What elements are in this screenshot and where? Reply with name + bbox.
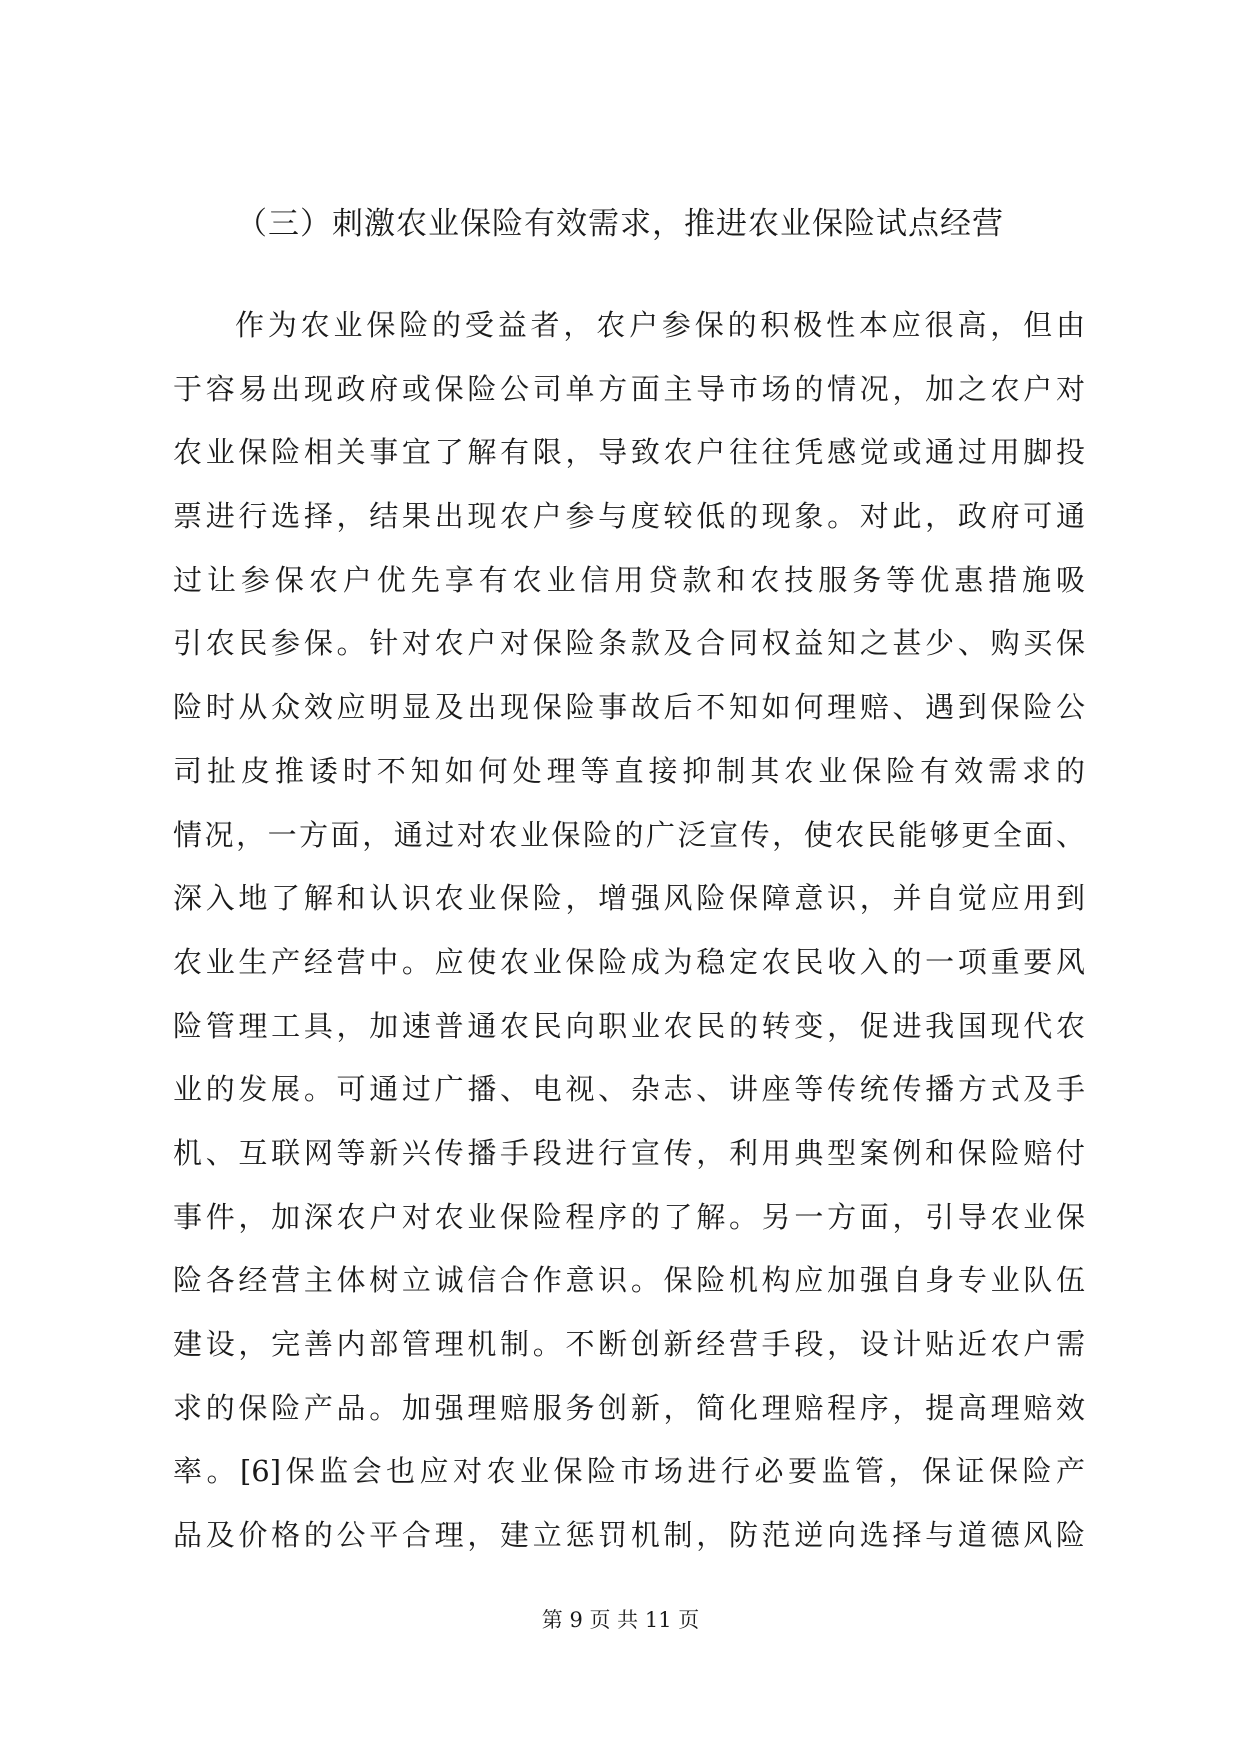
text-line: 票进行选择，结果出现农户参与度较低的现象。对此，政府可通 <box>173 499 1085 534</box>
text-line: 深入地了解和认识农业保险，增强风险保障意识，并自觉应用到 <box>173 881 1085 916</box>
text-line: 险管理工具，加速普通农民向职业农民的转变，促进我国现代农 <box>173 1008 1085 1043</box>
text-line: 事件，加深农户对农业保险程序的了解。另一方面，引导农业保 <box>173 1199 1085 1234</box>
text-line: 农业保险相关事宜了解有限，导致农户往往凭感觉或通过用脚投 <box>173 435 1085 470</box>
text-line: 于容易出现政府或保险公司单方面主导市场的情况，加之农户对 <box>173 371 1085 406</box>
text-line: 司扯皮推诿时不知如何处理等直接抑制其农业保险有效需求的 <box>173 753 1085 788</box>
text-line: 建设，完善内部管理机制。不断创新经营手段，设计贴近农户需 <box>173 1327 1085 1361</box>
text-line: 险各经营主体树立诚信合作意识。保险机构应加强自身专业队伍 <box>173 1263 1085 1298</box>
page-number-footer: 第 9 页 共 11 页 <box>541 1608 700 1632</box>
section-heading: （三）刺激农业保险有效需求，推进农业保险试点经营 <box>236 206 1004 242</box>
text-line: 引农民参保。针对农户对保险条款及合同权益知之甚少、购买保 <box>173 626 1085 661</box>
text-line: 率。[6]保监会也应对农业保险市场进行必要监管，保证保险产 <box>173 1454 1085 1489</box>
text-line: 机、互联网等新兴传播手段进行宣传，利用典型案例和保险赔付 <box>173 1135 1085 1170</box>
text-line: 求的保险产品。加强理赔服务创新，简化理赔程序，提高理赔效 <box>173 1390 1085 1425</box>
text-line: 险时从众效应明显及出现保险事故后不知如何理赔、遇到保险公 <box>173 690 1085 725</box>
text-line: 情况，一方面，通过对农业保险的广泛宣传，使农民能够更全面、 <box>173 817 1085 852</box>
body-text <box>173 294 1085 1568</box>
text-line: 品及价格的公平合理，建立惩罚机制，防范逆向选择与道德风险 <box>173 1518 1085 1553</box>
text-line: 业的发展。可通过广播、电视、杂志、讲座等传统传播方式及手 <box>173 1072 1085 1107</box>
text-line: 农业生产经营中。应使农业保险成为稳定农民收入的一项重要风 <box>173 944 1085 979</box>
text-line: 过让参保农户优先享有农业信用贷款和农技服务等优惠措施吸 <box>173 562 1085 597</box>
text-line: 作为农业保险的受益者，农户参保的积极性本应很高，但由 <box>235 308 1085 342</box>
